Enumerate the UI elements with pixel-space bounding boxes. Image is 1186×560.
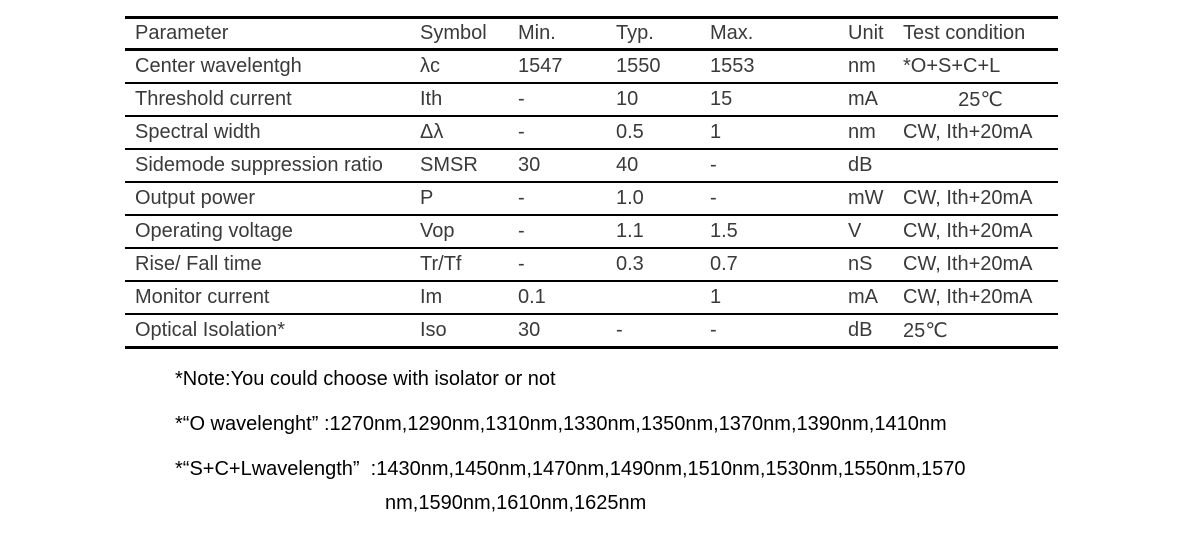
table-row xyxy=(125,149,1058,182)
table-row xyxy=(125,182,1058,215)
table-row xyxy=(125,248,1058,281)
min-cell: 30 xyxy=(518,319,541,341)
typ-cell: 40 xyxy=(616,154,639,176)
test-condition-cell: CW, Ith+20mA xyxy=(903,286,1033,308)
table-row xyxy=(125,83,1058,116)
max-cell: 15 xyxy=(710,88,733,110)
parameter-cell: Monitor current xyxy=(135,286,270,308)
max-cell: - xyxy=(710,319,717,341)
min-cell: - xyxy=(518,187,525,209)
typ-cell: 1.1 xyxy=(616,220,644,242)
col-header-typ: Typ. xyxy=(616,22,654,44)
table-row xyxy=(125,314,1058,348)
symbol-cell: Im xyxy=(420,286,443,308)
parameter-cell: Threshold current xyxy=(135,88,292,110)
test-condition-cell: CW, Ith+20mA xyxy=(903,220,1033,242)
unit-cell: V xyxy=(848,220,862,242)
col-header-test-condition: Test condition xyxy=(903,22,1026,44)
header-row xyxy=(125,18,1058,50)
parameter-cell: Rise/ Fall time xyxy=(135,253,262,275)
note-line: *“O wavelenght” :1270nm,1290nm,1310nm,1330nm,1350nm,1370nm,1390nm,1410nm xyxy=(175,413,947,435)
col-header-symbol: Symbol xyxy=(420,22,487,44)
typ-cell: 1550 xyxy=(616,55,661,77)
unit-cell: nS xyxy=(848,253,873,275)
test-condition-cell xyxy=(903,149,1058,182)
typ-cell: 10 xyxy=(616,88,639,110)
test-condition-cell: 25℃ xyxy=(958,89,1003,111)
max-cell: 1553 xyxy=(710,55,755,77)
table-row xyxy=(125,50,1058,84)
note-line: *“S+C+Lwavelength” :1430nm,1450nm,1470nm,1490nm,1510nm,1530nm,1550nm,1570 xyxy=(175,458,966,480)
note-line: *Note:You could choose with isolator or not xyxy=(175,368,556,390)
min-cell: - xyxy=(518,88,525,110)
symbol-cell: Ith xyxy=(420,88,443,110)
parameter-cell: Spectral width xyxy=(135,121,261,143)
parameter-cell: Optical Isolation* xyxy=(135,319,286,341)
typ-cell: - xyxy=(616,319,623,341)
unit-cell: dB xyxy=(848,319,873,341)
spec-table xyxy=(125,16,1058,349)
symbol-cell: Vop xyxy=(420,220,455,242)
note-line: nm,1590nm,1610nm,1625nm xyxy=(385,492,647,514)
col-header-min: Min. xyxy=(518,22,556,44)
symbol-cell: λc xyxy=(420,55,440,77)
symbol-cell: Δλ xyxy=(420,121,444,143)
test-condition-cell: CW, Ith+20mA xyxy=(903,187,1033,209)
symbol-cell: Iso xyxy=(420,319,447,341)
parameter-cell: Sidemode suppression ratio xyxy=(135,154,383,176)
max-cell: - xyxy=(710,154,717,176)
col-header-unit: Unit xyxy=(848,22,884,44)
typ-cell: 0.3 xyxy=(616,253,644,275)
symbol-cell: SMSR xyxy=(420,154,478,176)
table-row xyxy=(125,116,1058,149)
unit-cell: nm xyxy=(848,55,876,77)
min-cell: - xyxy=(518,121,525,143)
typ-cell: 0.5 xyxy=(616,121,644,143)
test-condition-cell: CW, Ith+20mA xyxy=(903,253,1033,275)
symbol-cell: Tr/Tf xyxy=(420,253,462,275)
max-cell: - xyxy=(710,187,717,209)
table-row xyxy=(125,215,1058,248)
unit-cell: mA xyxy=(848,286,878,308)
max-cell: 0.7 xyxy=(710,253,738,275)
unit-cell: dB xyxy=(848,154,873,176)
unit-cell: mW xyxy=(848,187,884,209)
typ-cell: 1.0 xyxy=(616,187,644,209)
table-row xyxy=(125,281,1058,314)
test-condition-cell: 25℃ xyxy=(903,320,948,342)
parameter-cell: Center wavelentgh xyxy=(135,55,302,77)
typ-cell xyxy=(616,281,710,314)
min-cell: 1547 xyxy=(518,55,563,77)
test-condition-cell: CW, Ith+20mA xyxy=(903,121,1033,143)
min-cell: 30 xyxy=(518,154,541,176)
max-cell: 1.5 xyxy=(710,220,738,242)
col-header-parameter: Parameter xyxy=(135,22,229,44)
unit-cell: nm xyxy=(848,121,876,143)
parameter-cell: Output power xyxy=(135,187,256,209)
min-cell: 0.1 xyxy=(518,286,546,308)
spec-table-body xyxy=(125,50,1058,348)
parameter-cell: Operating voltage xyxy=(135,220,293,242)
col-header-max: Max. xyxy=(710,22,754,44)
test-condition-cell: *O+S+C+L xyxy=(903,55,1001,77)
min-cell: - xyxy=(518,253,525,275)
symbol-cell: P xyxy=(420,187,434,209)
max-cell: 1 xyxy=(710,121,722,143)
min-cell: - xyxy=(518,220,525,242)
notes-section xyxy=(175,367,1125,527)
unit-cell: mA xyxy=(848,88,878,110)
max-cell: 1 xyxy=(710,286,722,308)
